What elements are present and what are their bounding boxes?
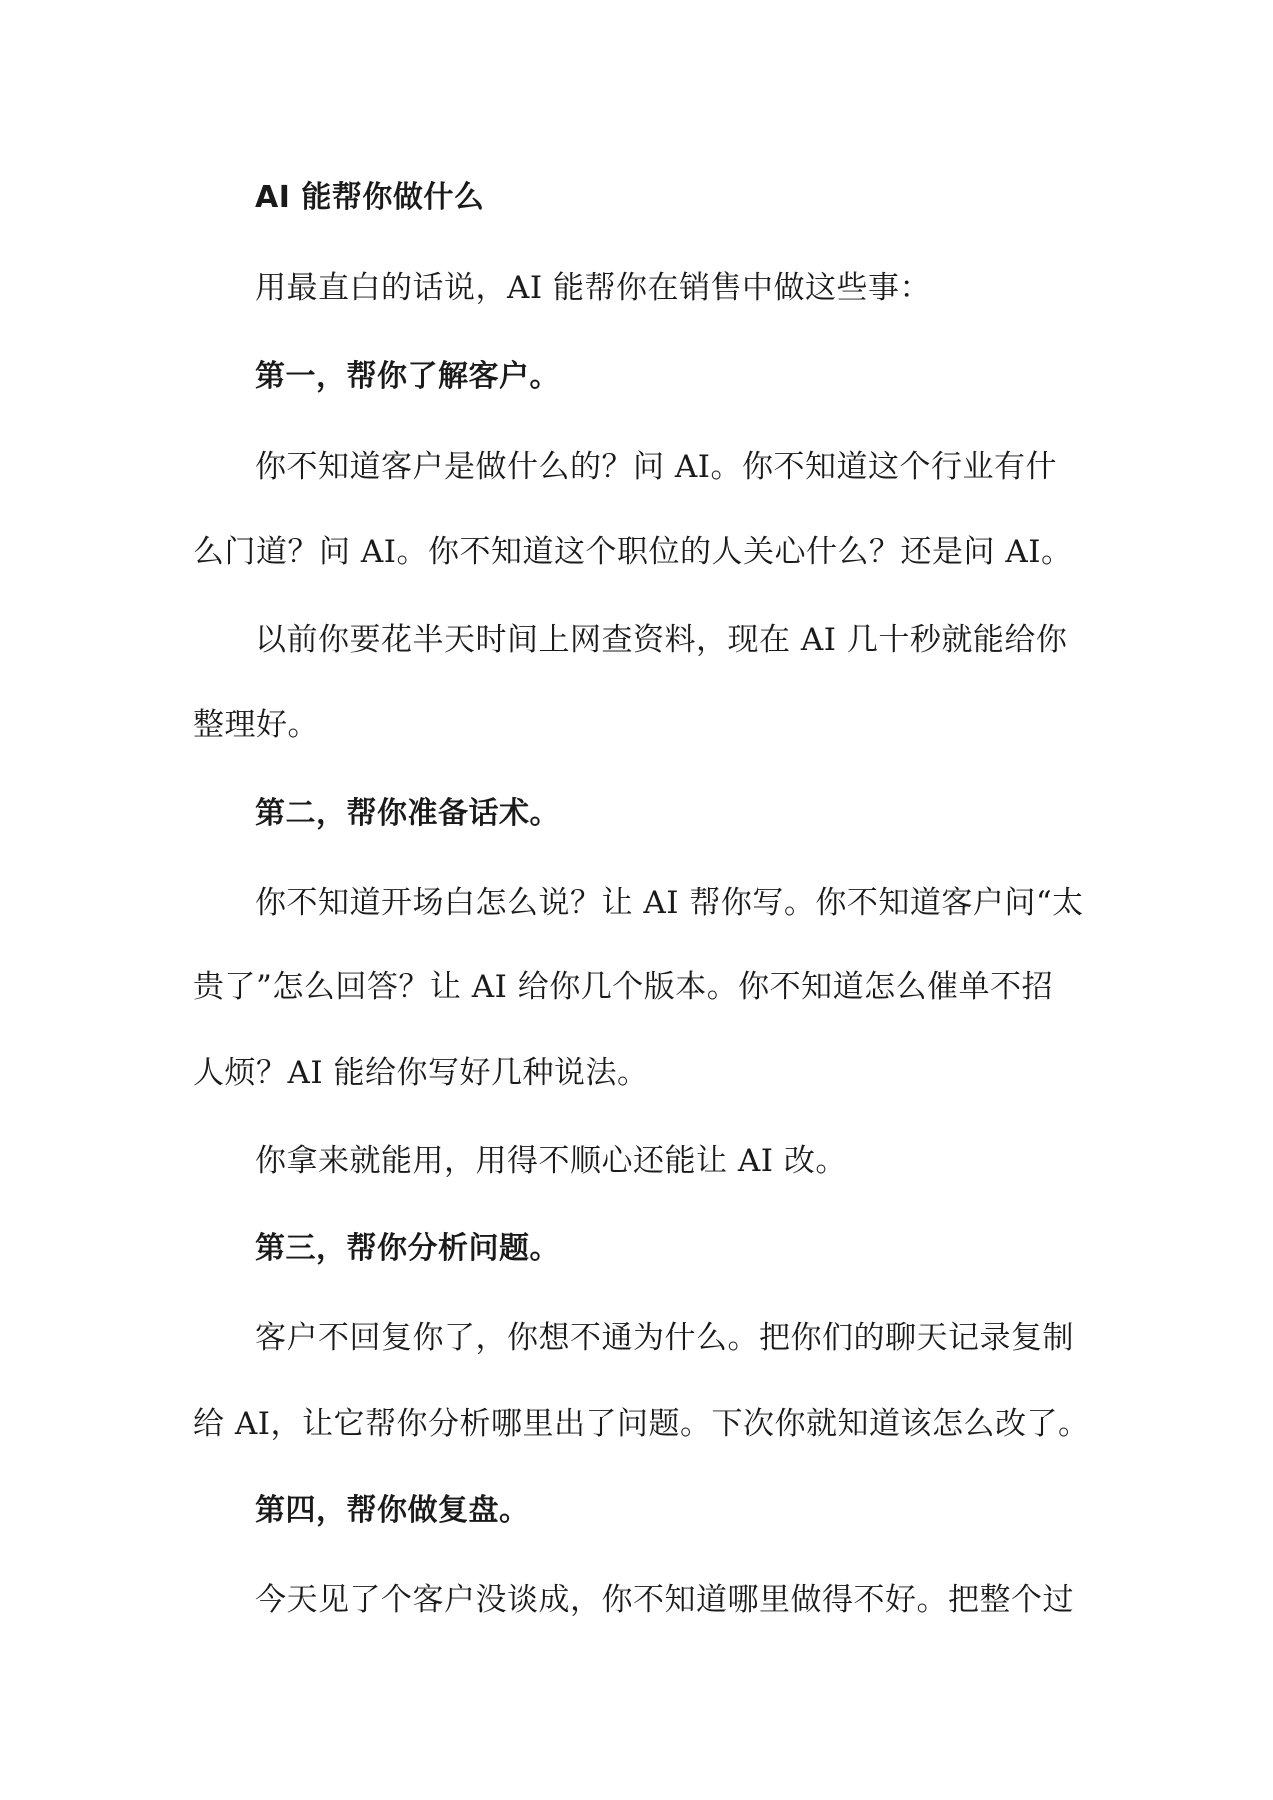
paragraph-line: 你不知道客户是做什么的？问 AI。你不知道这个行业有什 [255,449,1057,485]
paragraph-line: 么门道？问 AI。你不知道这个职位的人关心什么？还是问 AI。 [193,534,1073,570]
paragraph-line: 给 AI，让它帮你分析哪里出了问题。下次你就知道该怎么改了。 [193,1406,1090,1442]
section-heading-2: 第二，帮你准备话术。 [255,796,560,831]
section-heading-1: 第一，帮你了解客户。 [255,359,560,394]
paragraph-line: 你拿来就能用，用得不顺心还能让 AI 改。 [255,1143,847,1179]
section-heading-4: 第四，帮你做复盘。 [255,1493,530,1528]
paragraph-line: 今天见了个客户没谈成，你不知道哪里做得不好。把整个过 [255,1582,1074,1618]
paragraph-line: 客户不回复你了，你想不通为什么。把你们的聊天记录复制 [255,1320,1074,1356]
paragraph-line: 以前你要花半天时间上网查资料，现在 AI 几十秒就能给你 [255,622,1068,658]
paragraph-line: 用最直白的话说，AI 能帮你在销售中做这些事： [255,270,931,306]
section-heading-3: 第三，帮你分析问题。 [255,1231,560,1266]
paragraph-line: 贵了”怎么回答？让 AI 给你几个版本。你不知道怎么催单不招 [193,969,1054,1005]
paragraph-line: 人烦？AI 能给你写好几种说法。 [193,1055,649,1091]
paragraph-line: 你不知道开场白怎么说？让 AI 帮你写。你不知道客户问“太 [255,885,1084,921]
paragraph-line: 整理好。 [193,707,319,743]
page-title: AI 能帮你做什么 [255,180,485,215]
